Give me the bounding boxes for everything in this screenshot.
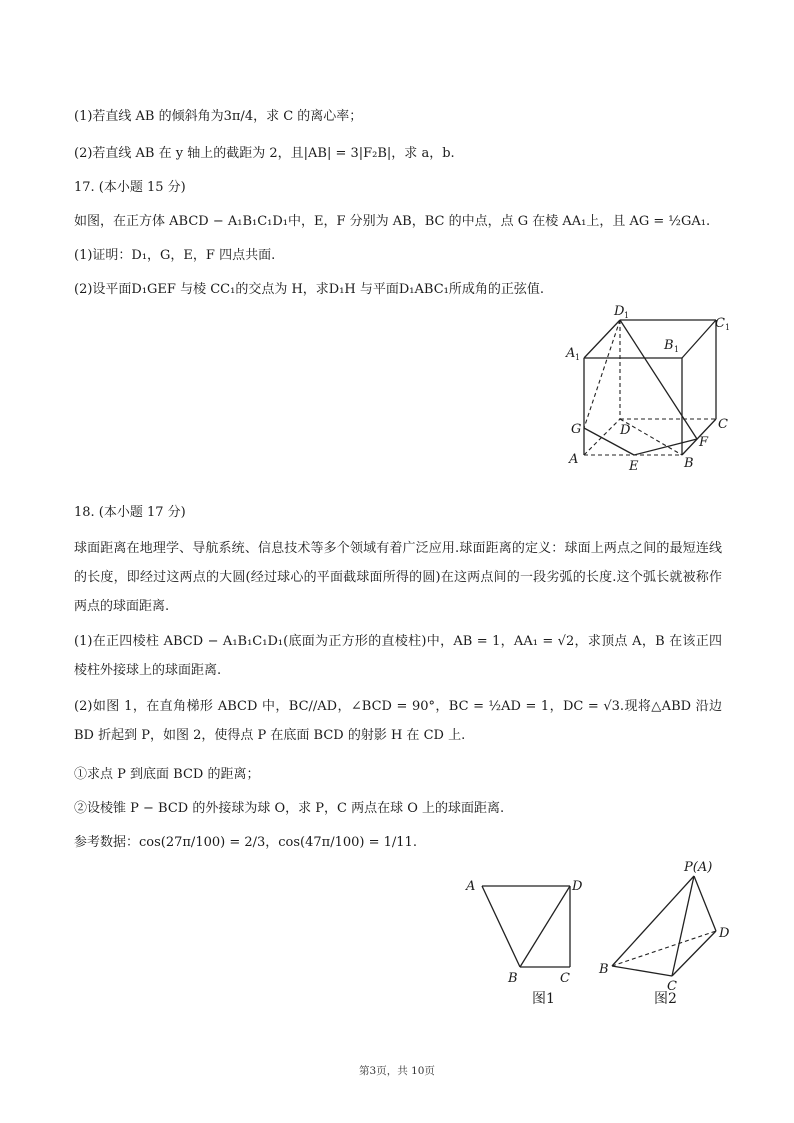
- label-D: D: [620, 423, 631, 438]
- fig1-label-B: B: [508, 971, 518, 986]
- fig2-caption: 图2: [654, 991, 677, 1007]
- q16-part1: (1)若直线 AB 的倾斜角为3π/4，求 C 的离心率；: [74, 109, 363, 124]
- label-G: G: [571, 422, 582, 437]
- q18-intro: 球面距离在地理学、导航系统、信息技术等多个领域有着广泛应用.球面距离的定义：球面上两点之间的最短连线的长度，即经过这两点的大圆(经过球心的平面截球面所得的圆)在这两点间的一段劣弧的长度.这个弧长就被称作两点的球面距离.: [74, 541, 722, 614]
- q16-part2: (2)若直线 AB 在 y 轴上的截距为 2，且|AB| = 3|F₂B|，求 a，b.: [74, 146, 455, 161]
- fig2-label-D: D: [719, 926, 730, 941]
- label-C1: C: [715, 316, 725, 331]
- fig2-label-B: B: [599, 962, 609, 977]
- q18-part2b: ②设棱锥 P − BCD 的外接球为球 O，求 P，C 两点在球 O 上的球面距离.: [74, 801, 505, 816]
- label-A: A: [569, 452, 579, 467]
- q18-part2: (2)如图 1，在直角梯形 ABCD 中，BC//AD，∠BCD = 90°，BC = ½AD = 1，DC = √3.现将△ABD 沿边 BD 折起到 P，如图 2，使得点 P 在底面 BCD 的射影 H 在 CD 上.: [74, 699, 722, 743]
- label-C: C: [718, 417, 728, 432]
- label-E: E: [629, 459, 639, 474]
- page-footer: 第3页，共 10页: [359, 1065, 435, 1077]
- fig1-label-A: A: [466, 879, 476, 894]
- label-D1-sub: 1: [624, 311, 630, 320]
- label-A1: A: [566, 346, 576, 361]
- cube-figure: [560, 300, 730, 475]
- fig2-label-C: C: [667, 979, 677, 994]
- q17-stem: 如图，在正方体 ABCD − A₁B₁C₁D₁中，E，F 分别为 AB，BC 的中点，点 G 在棱 AA₁上，且 AG = ½GA₁.: [74, 214, 711, 229]
- fig1-label-D: D: [572, 879, 583, 894]
- q17-part1: (1)证明：D₁，G，E，F 四点共面.: [74, 248, 276, 263]
- q17-heading: 17. (本小题 15 分): [74, 180, 186, 195]
- label-B: B: [684, 456, 694, 471]
- fig2-label-P: P(A): [684, 860, 713, 875]
- q18-reference-data: 参考数据：cos(27π/100) = 2/3，cos(47π/100) = 1/11.: [74, 835, 417, 850]
- figure-2-tetrahedron: [596, 856, 746, 1012]
- figure-1-trapezoid: [462, 872, 592, 1012]
- label-C1-sub: 1: [725, 323, 731, 332]
- label-D1: D: [614, 304, 625, 319]
- label-A1-sub: 1: [575, 353, 581, 362]
- label-F: F: [699, 435, 709, 450]
- q18-heading: 18. (本小题 17 分): [74, 505, 186, 520]
- label-B1-sub: 1: [674, 345, 680, 354]
- fig1-caption: 图1: [532, 991, 555, 1007]
- q18-part2a: ①求点 P 到底面 BCD 的距离；: [74, 767, 260, 782]
- label-B1: B: [664, 338, 674, 353]
- q18-part1: (1)在正四棱柱 ABCD − A₁B₁C₁D₁(底面为正方形的直棱柱)中，AB = 1，AA₁ = √2，求顶点 A，B 在该正四棱柱外接球上的球面距离.: [74, 634, 722, 678]
- q17-part2: (2)设平面D₁GEF 与棱 CC₁的交点为 H，求D₁H 与平面D₁ABC₁所成角的正弦值.: [74, 282, 544, 297]
- fig1-label-C: C: [560, 971, 570, 986]
